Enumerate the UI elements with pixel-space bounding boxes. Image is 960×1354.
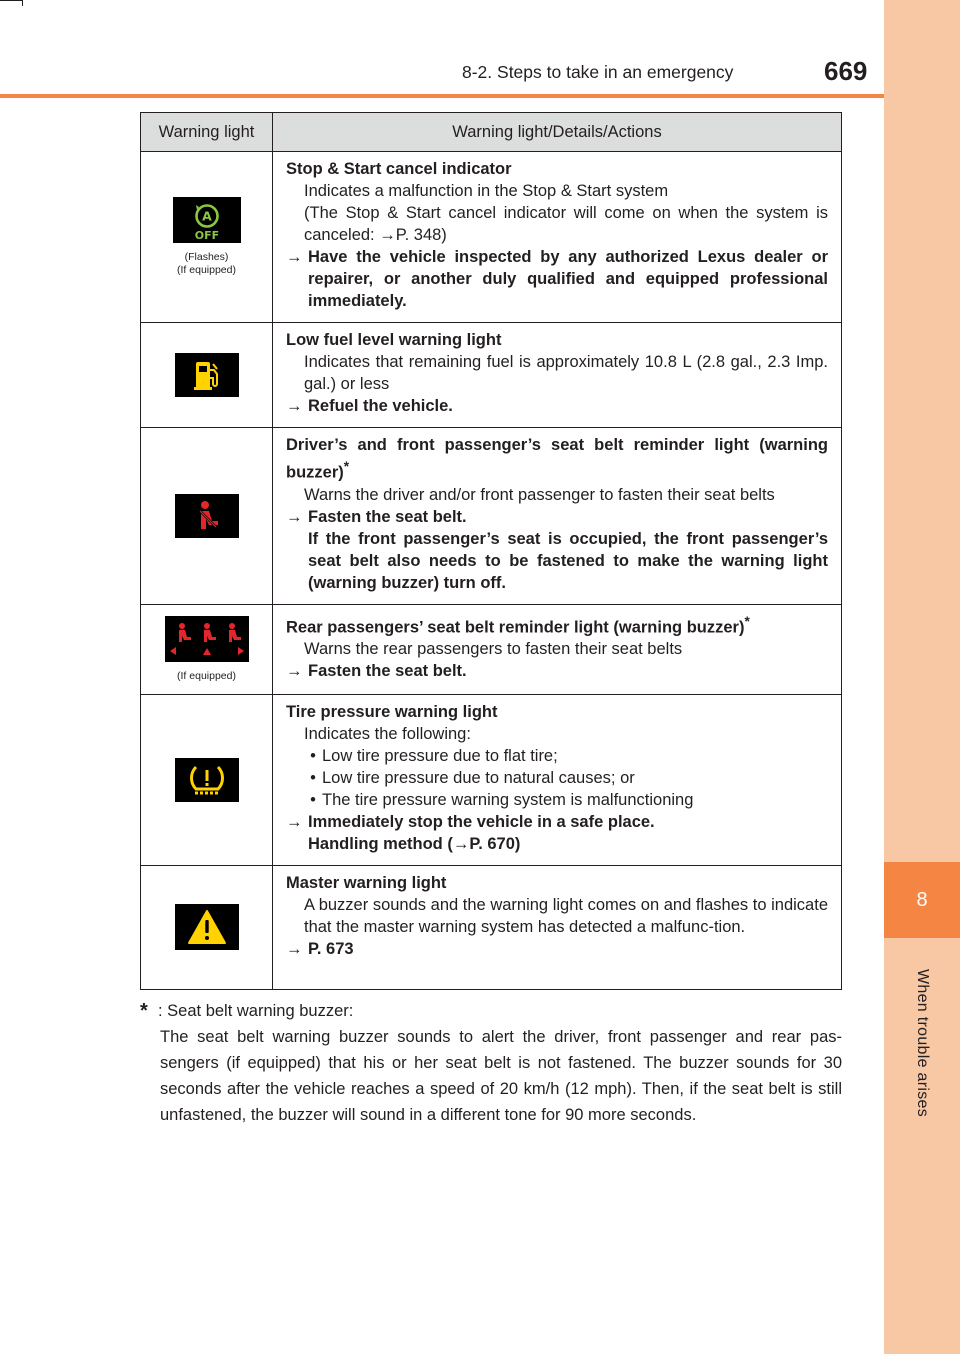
crop-mark bbox=[22, 0, 23, 6]
warning-description-detail: (The Stop & Start cancel indicator will come on when the system is canceled: →P. 348) bbox=[304, 204, 828, 244]
icon-cell bbox=[141, 323, 273, 428]
action bbox=[286, 506, 828, 528]
table-row bbox=[141, 694, 842, 865]
action bbox=[286, 938, 828, 960]
icon-note: (If equipped) bbox=[177, 264, 236, 276]
chapter-title-tab bbox=[884, 948, 960, 1138]
table-header-row bbox=[141, 113, 842, 152]
warning-title: Stop & Start cancel indicator bbox=[286, 160, 512, 178]
table-row bbox=[141, 152, 842, 323]
details-cell bbox=[273, 604, 842, 694]
rear-seat-belts-icon bbox=[165, 616, 249, 662]
icon-cell bbox=[141, 694, 273, 865]
icon-cell bbox=[141, 152, 273, 323]
arrow-icon: → bbox=[286, 397, 303, 415]
warning-description: Warns the driver and/or front passenger to fasten their seat belts bbox=[304, 485, 775, 504]
warning-title bbox=[286, 611, 828, 639]
seat-belt-icon bbox=[175, 494, 239, 538]
arrow-icon: → bbox=[286, 662, 303, 680]
action-text: P. 673 bbox=[308, 939, 354, 958]
column-header-details: Warning light/Details/Actions bbox=[273, 113, 842, 152]
action-text: Refuel the vehicle. bbox=[308, 397, 453, 415]
warning-light-table bbox=[140, 112, 842, 990]
details-cell bbox=[273, 152, 842, 323]
list-item bbox=[286, 745, 828, 767]
footnote bbox=[140, 998, 842, 1128]
icon-cell bbox=[141, 604, 273, 694]
chapter-title: When trouble arises bbox=[914, 969, 931, 1117]
warning-description: A buzzer sounds and the warning light comes on and flashes to indicate that the master warning system has detected a malfunc-tion. bbox=[304, 895, 828, 936]
action-text: Fasten the seat belt. bbox=[308, 662, 467, 680]
details-cell bbox=[273, 323, 842, 428]
table-row bbox=[141, 428, 842, 605]
list-item-text: Low tire pressure due to natural causes; or bbox=[322, 768, 635, 787]
section-title: 8-2. Steps to take in an emergency bbox=[462, 62, 734, 82]
action bbox=[286, 811, 828, 833]
details-cell bbox=[273, 865, 842, 989]
table-row bbox=[141, 604, 842, 694]
footnote-text: The seat belt warning buzzer sounds to alert the driver, front passenger and rear pas-sengers (if equipped) that his or her seat belt is not fastened. The buzzer sounds for 30 seconds after the vehicle reaches a speed of 20 km/h (12 mph). Then, if the seat belt is still unfastened, the buzzer will sound in a different tone for 90 more seconds. bbox=[160, 1028, 842, 1124]
warning-title-text: Driver’s and front passenger’s seat belt reminder light (warning buzzer) bbox=[286, 436, 828, 482]
warning-description: Warns the rear passengers to fasten their seat belts bbox=[304, 640, 683, 658]
action bbox=[286, 246, 828, 312]
warning-title: Low fuel level warning light bbox=[286, 331, 502, 349]
page-number: 669 bbox=[824, 56, 868, 86]
details-cell bbox=[273, 428, 842, 605]
action-text: Immediately stop the vehicle in a safe place. bbox=[308, 812, 655, 831]
warning-title: Tire pressure warning light bbox=[286, 702, 498, 721]
tire-pressure-icon bbox=[175, 758, 239, 802]
chapter-side-strip bbox=[884, 0, 960, 1354]
bullet-icon: • bbox=[310, 746, 316, 765]
action-text: Fasten the seat belt. bbox=[308, 507, 467, 526]
bullet-icon: • bbox=[310, 768, 316, 787]
header-rule bbox=[0, 94, 884, 98]
footnote-marker: * bbox=[343, 459, 350, 474]
warning-title-text: Rear passengers’ seat belt reminder light (warning buzzer) bbox=[286, 618, 745, 636]
warning-title bbox=[286, 434, 828, 484]
list-item bbox=[286, 789, 828, 811]
list-item bbox=[286, 767, 828, 789]
fuel-pump-icon bbox=[175, 353, 239, 397]
column-header-warning-light: Warning light bbox=[141, 113, 273, 152]
action bbox=[286, 395, 828, 417]
action bbox=[286, 660, 828, 682]
arrow-icon: → bbox=[286, 812, 303, 831]
arrow-icon: → bbox=[286, 507, 303, 526]
footnote-heading bbox=[140, 998, 842, 1024]
list-item-text: Low tire pressure due to flat tire; bbox=[322, 746, 558, 765]
stop-start-cancel-icon bbox=[173, 197, 241, 243]
warning-description: Indicates the following: bbox=[304, 724, 471, 743]
master-warning-icon bbox=[175, 904, 239, 950]
table-row bbox=[141, 323, 842, 428]
table-row bbox=[141, 865, 842, 989]
action-detail: Handling method (→P. 670) bbox=[308, 834, 521, 853]
icon-cell bbox=[141, 428, 273, 605]
arrow-icon: → bbox=[286, 248, 303, 266]
action-detail: If the front passenger’s seat is occupied, the front passenger’s seat belt also needs to be fastened to make the warning light (warning buzzer) turn off. bbox=[308, 529, 828, 592]
chapter-number: 8 bbox=[916, 888, 928, 911]
details-cell bbox=[273, 694, 842, 865]
footnote-label: : Seat belt warning buzzer: bbox=[158, 1002, 354, 1020]
arrow-icon: → bbox=[286, 939, 303, 958]
footnote-marker: * bbox=[744, 613, 750, 629]
crop-mark bbox=[0, 0, 22, 1]
warning-description: Indicates a malfunction in the Stop & Start system bbox=[304, 182, 669, 200]
action-text: Have the vehicle inspected by any authorized Lexus dealer or repairer, or another duly qualified and equipped professional immediately. bbox=[308, 248, 828, 310]
footnote-marker: * bbox=[140, 1000, 148, 1022]
icon-note: (If equipped) bbox=[177, 669, 236, 682]
chapter-number-tab bbox=[884, 862, 960, 938]
svg-text:A: A bbox=[201, 208, 212, 224]
svg-text:OFF: OFF bbox=[194, 229, 219, 241]
warning-title: Master warning light bbox=[286, 873, 447, 892]
bullet-icon: • bbox=[310, 790, 316, 809]
list-item-text: The tire pressure warning system is malfunctioning bbox=[322, 790, 694, 809]
icon-cell bbox=[141, 865, 273, 989]
icon-note: (Flashes) bbox=[184, 251, 229, 263]
warning-description: Indicates that remaining fuel is approximately 10.8 L (2.8 gal., 2.3 Imp. gal.) or less bbox=[304, 353, 828, 393]
